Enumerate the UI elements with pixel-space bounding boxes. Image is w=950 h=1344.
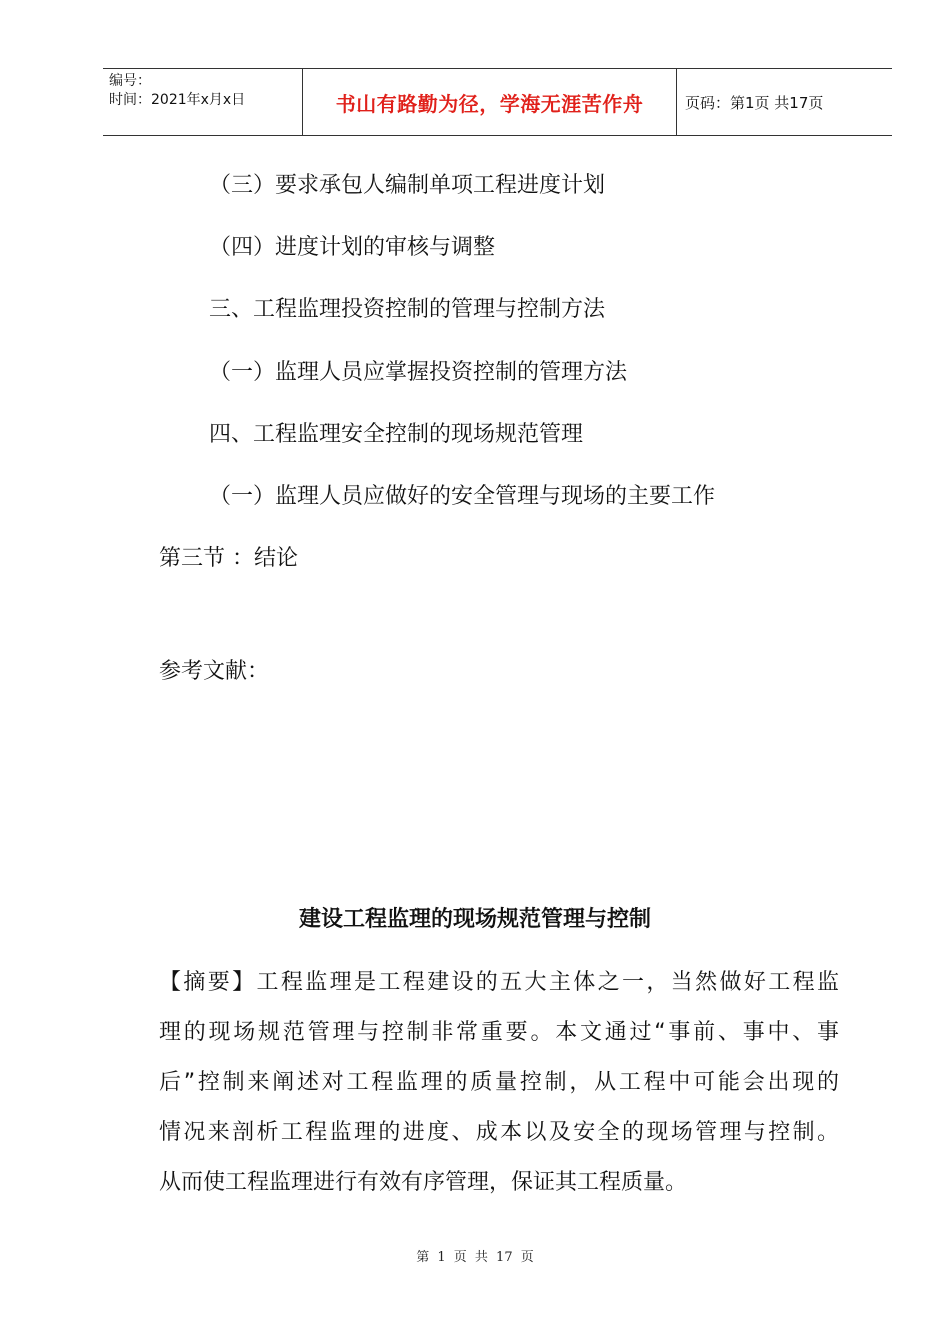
article-title: 建设工程监理的现场规范管理与控制 (298, 907, 651, 932)
header-meta-cell (103, 69, 303, 135)
outline-item: （三）要求承包人编制单项工程进度计划 (209, 173, 606, 198)
outline-heading: 三、工程监理投资控制的管理与控制方法 (209, 297, 606, 322)
references-heading: 参考文献： (159, 659, 270, 684)
abstract-line: 理的现场规范管理与控制非常重要。本文通过“事前、事中、事 (159, 1020, 839, 1045)
outline-item: （四）进度计划的审核与调整 (209, 235, 496, 260)
document-code-label: 编号： (109, 73, 151, 89)
page-header (103, 68, 892, 136)
abstract-line: 【摘要】工程监理是工程建设的五大主体之一，当然做好工程监 (159, 970, 839, 995)
outline-item: （一）监理人员应掌握投资控制的管理方法 (209, 360, 628, 385)
document-date-label: 时间：2021年x月x日 (109, 92, 246, 108)
header-motto: 书山有路勤为径，学海无涯苦作舟 (303, 69, 677, 135)
section-heading: 第三节 ：结论 (159, 546, 298, 571)
abstract-line: 从而使工程监理进行有效有序管理，保证其工程质量。 (159, 1170, 688, 1195)
header-page-info: 页码：第1页 共17页 (685, 93, 824, 112)
outline-item: （一）监理人员应做好的安全管理与现场的主要工作 (209, 484, 716, 509)
outline-heading: 四、工程监理安全控制的现场规范管理 (209, 422, 584, 447)
page-footer: 第 1 页 共 17 页 (416, 1250, 534, 1265)
abstract-line: 情况来剖析工程监理的进度、成本以及安全的现场管理与控制。 (159, 1120, 839, 1145)
abstract-line: 后”控制来阐述对工程监理的质量控制，从工程中可能会出现的 (159, 1070, 839, 1095)
